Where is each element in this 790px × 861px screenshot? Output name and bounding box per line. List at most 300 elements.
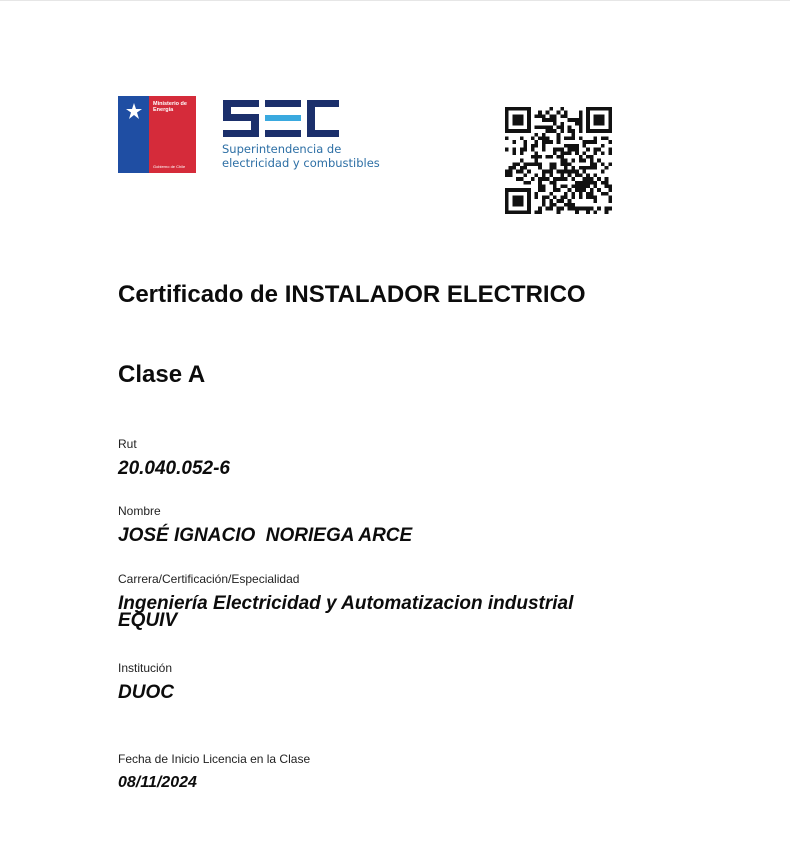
qr-module xyxy=(579,192,583,196)
qr-module xyxy=(542,114,546,118)
qr-module xyxy=(590,196,594,200)
qr-module xyxy=(575,210,579,214)
qr-module xyxy=(564,170,568,174)
qr-module xyxy=(512,114,516,118)
qr-module xyxy=(564,203,568,207)
qr-module xyxy=(568,199,572,203)
qr-module xyxy=(531,148,535,152)
qr-module xyxy=(594,166,598,170)
qr-module xyxy=(505,199,509,203)
qr-module xyxy=(535,192,539,196)
qr-module xyxy=(542,148,546,152)
qr-module xyxy=(549,173,553,177)
qr-module xyxy=(516,122,520,126)
qr-module xyxy=(549,162,553,166)
qr-module xyxy=(520,151,524,155)
qr-module xyxy=(512,199,516,203)
qr-module xyxy=(516,203,520,207)
qr-module xyxy=(523,107,527,111)
qr-module xyxy=(527,125,531,129)
qr-module xyxy=(608,129,612,133)
qr-module xyxy=(520,148,524,152)
qr-module xyxy=(527,199,531,203)
qr-module xyxy=(564,114,568,118)
qr-module xyxy=(527,192,531,196)
qr-module xyxy=(590,159,594,163)
qr-module xyxy=(557,207,561,211)
qr-module xyxy=(594,140,598,144)
qr-module xyxy=(601,129,605,133)
qr-module xyxy=(531,177,535,181)
qr-module xyxy=(608,118,612,122)
qr-module xyxy=(586,184,590,188)
qr-module xyxy=(516,107,520,111)
qr-module xyxy=(564,162,568,166)
qr-module xyxy=(571,177,575,181)
qr-module xyxy=(579,173,583,177)
qr-module xyxy=(571,148,575,152)
qr-module xyxy=(527,129,531,133)
qr-module xyxy=(535,133,539,137)
qr-module xyxy=(582,151,586,155)
qr-module xyxy=(516,210,520,214)
qr-module xyxy=(564,177,568,181)
qr-module xyxy=(579,196,583,200)
qr-module xyxy=(586,173,590,177)
qr-module xyxy=(568,118,572,122)
qr-module xyxy=(538,166,542,170)
qr-module xyxy=(590,155,594,159)
qr-module xyxy=(579,114,583,118)
qr-module xyxy=(579,129,583,133)
qr-module xyxy=(560,184,564,188)
certificate-class: Clase A xyxy=(118,361,206,388)
qr-module xyxy=(582,140,586,144)
qr-module xyxy=(571,137,575,141)
qr-module xyxy=(505,210,509,214)
qr-module xyxy=(546,137,550,141)
qr-module xyxy=(549,181,553,185)
qr-module xyxy=(568,170,572,174)
qr-module xyxy=(557,148,561,152)
qr-module xyxy=(509,170,513,174)
qr-module xyxy=(527,181,531,185)
qr-module xyxy=(582,184,586,188)
qr-module xyxy=(523,144,527,148)
qr-module xyxy=(568,144,572,148)
qr-module xyxy=(546,125,550,129)
qr-module xyxy=(549,107,553,111)
qr-module xyxy=(568,207,572,211)
qr-module xyxy=(597,207,601,211)
qr-module xyxy=(512,162,516,166)
qr-module xyxy=(594,137,598,141)
qr-module xyxy=(546,140,550,144)
carrera-value: Ingeniería Electricidad y Automatizacion industrial EQUIV xyxy=(118,593,574,631)
qr-module xyxy=(597,118,601,122)
qr-module xyxy=(597,129,601,133)
qr-module xyxy=(520,114,524,118)
qr-module xyxy=(549,166,553,170)
qr-module xyxy=(582,159,586,163)
qr-module xyxy=(542,170,546,174)
qr-module xyxy=(512,122,516,126)
qr-module xyxy=(582,207,586,211)
qr-module xyxy=(586,210,590,214)
qr-module xyxy=(575,188,579,192)
chile-crest-icon xyxy=(124,102,144,120)
qr-module xyxy=(523,173,527,177)
qr-module xyxy=(535,155,539,159)
qr-module xyxy=(535,162,539,166)
qr-module xyxy=(542,144,546,148)
qr-module xyxy=(597,188,601,192)
qr-module xyxy=(523,181,527,185)
qr-module xyxy=(516,170,520,174)
qr-module xyxy=(586,140,590,144)
qr-module xyxy=(597,107,601,111)
qr-module xyxy=(564,196,568,200)
qr-module xyxy=(509,188,513,192)
qr-module xyxy=(594,129,598,133)
qr-module xyxy=(594,184,598,188)
qr-module xyxy=(557,125,561,129)
qr-module xyxy=(520,107,524,111)
qr-module xyxy=(571,203,575,207)
qr-module xyxy=(549,125,553,129)
qr-module xyxy=(535,140,539,144)
qr-module xyxy=(553,148,557,152)
qr-module xyxy=(512,210,516,214)
qr-module xyxy=(553,122,557,126)
qr-module xyxy=(509,210,513,214)
qr-module xyxy=(557,170,561,174)
qr-module xyxy=(553,151,557,155)
qr-module xyxy=(586,125,590,129)
qr-module xyxy=(608,125,612,129)
qr-module xyxy=(520,199,524,203)
qr-module xyxy=(597,122,601,126)
qr-module xyxy=(560,170,564,174)
qr-module xyxy=(608,148,612,152)
qr-module xyxy=(542,173,546,177)
qr-module xyxy=(505,148,509,152)
qr-module xyxy=(557,210,561,214)
qr-module xyxy=(582,170,586,174)
qr-module xyxy=(505,196,509,200)
qr-module xyxy=(601,151,605,155)
qr-module xyxy=(549,140,553,144)
qr-module xyxy=(531,137,535,141)
certificate-title: Certificado de INSTALADOR ELECTRICO xyxy=(118,281,586,308)
institucion-value: DUOC xyxy=(118,682,174,703)
qr-module xyxy=(527,114,531,118)
qr-module xyxy=(549,199,553,203)
qr-module xyxy=(575,148,579,152)
qr-module xyxy=(546,177,550,181)
qr-module xyxy=(586,192,590,196)
qr-module xyxy=(512,129,516,133)
qr-module xyxy=(605,129,609,133)
qr-module xyxy=(605,177,609,181)
qr-module xyxy=(535,151,539,155)
qr-module xyxy=(601,118,605,122)
qr-module xyxy=(579,122,583,126)
qr-module xyxy=(597,148,601,152)
qr-module xyxy=(597,159,601,163)
qr-module xyxy=(549,192,553,196)
qr-module xyxy=(527,210,531,214)
qr-module xyxy=(523,210,527,214)
qr-module xyxy=(527,118,531,122)
qr-module xyxy=(608,184,612,188)
qr-module xyxy=(594,181,598,185)
qr-module xyxy=(594,199,598,203)
qr-module xyxy=(527,170,531,174)
qr-module xyxy=(546,170,550,174)
qr-module xyxy=(575,144,579,148)
qr-module xyxy=(608,199,612,203)
qr-module xyxy=(557,111,561,115)
qr-module xyxy=(594,162,598,166)
qr-module xyxy=(560,196,564,200)
qr-module xyxy=(527,122,531,126)
qr-module xyxy=(509,173,513,177)
qr-module xyxy=(516,188,520,192)
qr-module xyxy=(586,129,590,133)
qr-module xyxy=(594,151,598,155)
qr-module xyxy=(605,184,609,188)
qr-module xyxy=(505,203,509,207)
qr-module xyxy=(560,122,564,126)
qr-module xyxy=(575,207,579,211)
qr-module xyxy=(557,188,561,192)
qr-module xyxy=(527,207,531,211)
qr-module xyxy=(527,111,531,115)
qr-module xyxy=(557,177,561,181)
qr-module xyxy=(520,122,524,126)
fecha-label: Fecha de Inicio Licencia en la Clase xyxy=(118,752,311,766)
qr-module xyxy=(601,192,605,196)
qr-module xyxy=(579,188,583,192)
qr-module xyxy=(512,140,516,144)
qr-module xyxy=(605,166,609,170)
qr-module xyxy=(568,125,572,129)
qr-module xyxy=(527,196,531,200)
qr-module xyxy=(538,207,542,211)
gobierno-label: Gobierno de Chile xyxy=(153,164,186,169)
qr-module xyxy=(546,155,550,159)
qr-module xyxy=(512,148,516,152)
qr-module xyxy=(582,166,586,170)
qr-module xyxy=(509,107,513,111)
qr-module xyxy=(520,177,524,181)
qr-module xyxy=(571,207,575,211)
qr-module xyxy=(568,148,572,152)
qr-module xyxy=(542,140,546,144)
qr-module xyxy=(608,151,612,155)
qr-module xyxy=(553,129,557,133)
qr-module xyxy=(590,188,594,192)
institucion-label: Institución xyxy=(118,661,173,675)
qr-module xyxy=(594,210,598,214)
qr-module xyxy=(538,114,542,118)
qr-module xyxy=(535,196,539,200)
qr-module xyxy=(560,114,564,118)
qr-module xyxy=(571,129,575,133)
qr-module xyxy=(586,155,590,159)
qr-module xyxy=(542,196,546,200)
qr-module xyxy=(579,166,583,170)
qr-module xyxy=(560,107,564,111)
qr-module xyxy=(520,203,524,207)
qr-module xyxy=(538,184,542,188)
qr-module xyxy=(538,210,542,214)
qr-module xyxy=(538,155,542,159)
qr-module xyxy=(594,107,598,111)
qr-module xyxy=(571,144,575,148)
qr-module xyxy=(571,196,575,200)
qr-module xyxy=(564,111,568,115)
qr-module xyxy=(549,155,553,159)
qr-module xyxy=(557,133,561,137)
qr-module xyxy=(608,188,612,192)
qr-module xyxy=(516,118,520,122)
qr-module xyxy=(564,184,568,188)
qr-module xyxy=(535,125,539,129)
qr-module xyxy=(605,210,609,214)
qr-module xyxy=(505,107,509,111)
qr-module xyxy=(582,177,586,181)
qr-module xyxy=(575,151,579,155)
qr-module xyxy=(586,111,590,115)
qr-module xyxy=(505,170,509,174)
qr-module xyxy=(605,137,609,141)
qr-module xyxy=(542,137,546,141)
qr-module xyxy=(553,162,557,166)
qr-module xyxy=(546,129,550,133)
qr-module xyxy=(590,177,594,181)
qr-module xyxy=(575,122,579,126)
qr-module xyxy=(571,170,575,174)
qr-module xyxy=(575,184,579,188)
qr-module xyxy=(531,162,535,166)
qr-module xyxy=(579,125,583,129)
qr-module xyxy=(579,155,583,159)
qr-module xyxy=(601,144,605,148)
qr-module xyxy=(579,118,583,122)
qr-module xyxy=(575,170,579,174)
qr-module xyxy=(505,173,509,177)
qr-module xyxy=(586,196,590,200)
qr-module xyxy=(601,107,605,111)
qr-module xyxy=(553,181,557,185)
qr-module xyxy=(605,207,609,211)
qr-module xyxy=(594,118,598,122)
qr-module xyxy=(568,173,572,177)
qr-module xyxy=(571,184,575,188)
qr-module xyxy=(594,148,598,152)
qr-module xyxy=(608,140,612,144)
qr-module xyxy=(605,107,609,111)
qr-module xyxy=(586,114,590,118)
qr-module xyxy=(586,122,590,126)
qr-module xyxy=(549,207,553,211)
qr-module xyxy=(516,162,520,166)
qr-module xyxy=(516,196,520,200)
qr-module xyxy=(571,192,575,196)
qr-module xyxy=(542,188,546,192)
qr-module xyxy=(597,177,601,181)
qr-module xyxy=(505,111,509,115)
qr-module xyxy=(601,162,605,166)
qr-module xyxy=(608,111,612,115)
qr-module xyxy=(594,122,598,126)
qr-module xyxy=(549,129,553,133)
qr-module xyxy=(538,188,542,192)
qr-module xyxy=(579,181,583,185)
qr-module xyxy=(579,207,583,211)
qr-module xyxy=(535,159,539,163)
qr-module xyxy=(568,129,572,133)
qr-code-icon xyxy=(505,107,612,214)
qr-module xyxy=(516,199,520,203)
qr-module xyxy=(597,114,601,118)
qr-module xyxy=(560,129,564,133)
qr-module xyxy=(560,155,564,159)
qr-module xyxy=(564,151,568,155)
qr-module xyxy=(549,203,553,207)
qr-module xyxy=(560,151,564,155)
qr-module xyxy=(520,129,524,133)
qr-module xyxy=(590,192,594,196)
qr-module xyxy=(538,181,542,185)
qr-module xyxy=(523,148,527,152)
qr-module xyxy=(538,111,542,115)
qr-module xyxy=(560,159,564,163)
qr-module xyxy=(605,192,609,196)
qr-module xyxy=(542,199,546,203)
qr-module xyxy=(523,140,527,144)
qr-module xyxy=(538,125,542,129)
qr-module xyxy=(546,207,550,211)
qr-module xyxy=(601,181,605,185)
qr-module xyxy=(523,188,527,192)
qr-module xyxy=(538,137,542,141)
qr-module xyxy=(568,203,572,207)
qr-module xyxy=(608,196,612,200)
qr-module xyxy=(527,203,531,207)
rut-value: 20.040.052-6 xyxy=(118,458,230,479)
qr-module xyxy=(608,107,612,111)
qr-module xyxy=(568,188,572,192)
qr-module xyxy=(527,188,531,192)
qr-module xyxy=(512,107,516,111)
qr-module xyxy=(560,207,564,211)
qr-module xyxy=(512,203,516,207)
qr-module xyxy=(560,199,564,203)
qr-module xyxy=(516,129,520,133)
qr-module xyxy=(505,137,509,141)
qr-module xyxy=(549,170,553,174)
qr-module xyxy=(586,166,590,170)
nombre-label: Nombre xyxy=(118,504,161,518)
qr-module xyxy=(594,114,598,118)
qr-module xyxy=(553,114,557,118)
qr-module xyxy=(553,177,557,181)
qr-module xyxy=(516,177,520,181)
qr-module xyxy=(586,181,590,185)
